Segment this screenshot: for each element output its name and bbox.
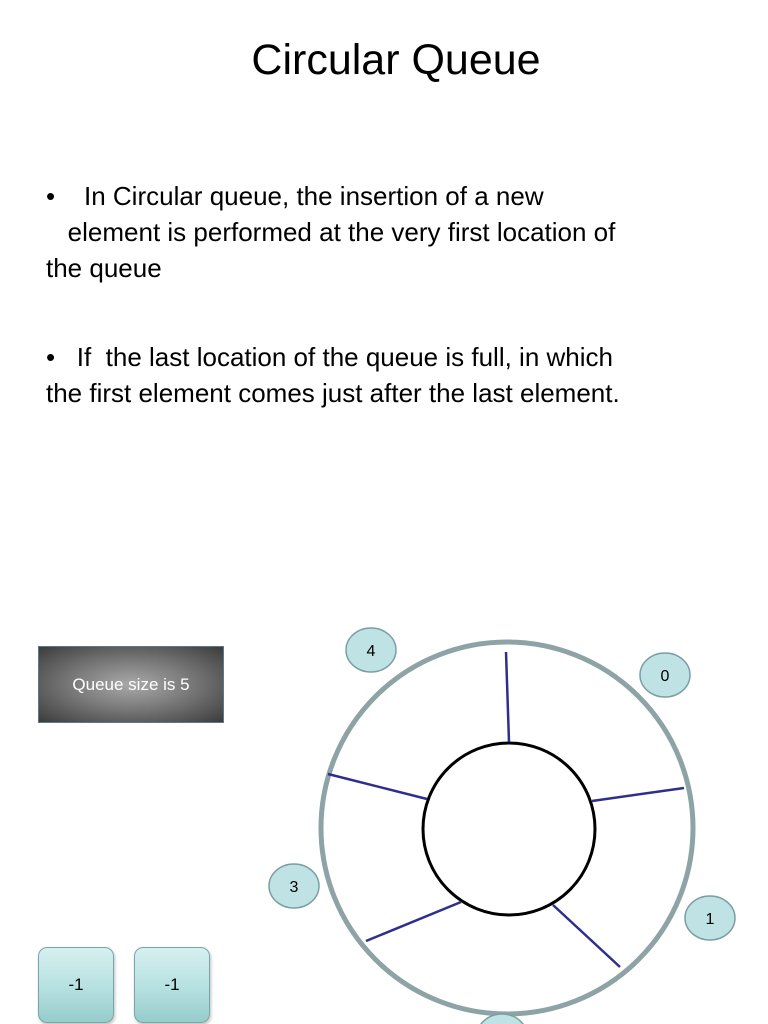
slot-label-text: 0 bbox=[660, 668, 670, 685]
queue-size-label: Queue size is 5 bbox=[72, 674, 190, 694]
slot-label-text: 1 bbox=[705, 911, 715, 928]
slot-divider bbox=[592, 788, 684, 801]
decrement-button-label: -1 bbox=[68, 975, 84, 994]
bullet-item: • In Circular queue, the insertion of a new element is performed at the very first location of the queue bbox=[46, 181, 616, 283]
slot-label-3 bbox=[269, 864, 319, 908]
inner-ring bbox=[423, 743, 595, 915]
slot-label-text: 3 bbox=[289, 879, 299, 896]
slot-label-1 bbox=[685, 896, 735, 940]
slide-title: Circular Queue bbox=[251, 36, 541, 84]
slot-divider bbox=[328, 774, 427, 799]
slot-divider bbox=[506, 652, 509, 742]
slot-divider bbox=[366, 902, 461, 941]
bullet-item: • If the last location of the queue is full, in which the first element comes just after the last element. bbox=[46, 342, 620, 408]
slot-divider bbox=[553, 905, 620, 967]
slot-label-text: 4 bbox=[366, 643, 376, 660]
slot-label-4 bbox=[346, 628, 396, 672]
slot-label-0 bbox=[640, 653, 690, 697]
decrement-button-label: -1 bbox=[164, 975, 180, 994]
